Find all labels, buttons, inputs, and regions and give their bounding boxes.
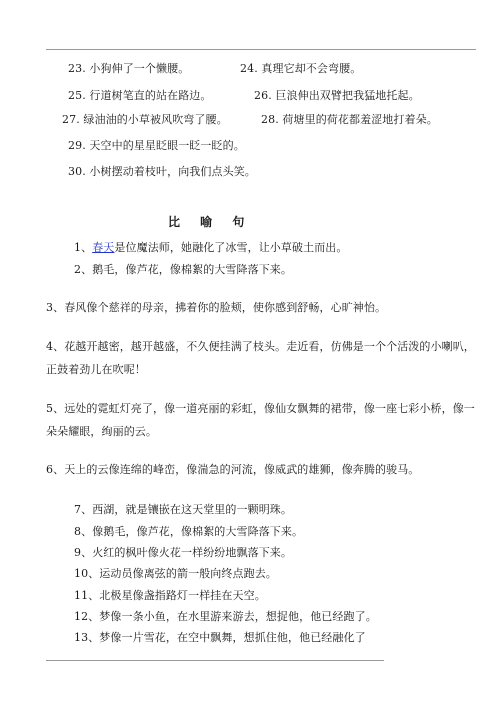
metaphor-sentence-2: 2、鹅毛，像芦花，像棉絮的大雪降落下来。 (74, 263, 292, 276)
list-item-27: 27. 绿油油的小草被风吹弯了腰。 (62, 113, 228, 126)
list-item-23: 23. 小狗伸了一个懒腰。 (68, 62, 190, 75)
metaphor-sentence-6: 6、天上的云像连绵的峰峦，像湍急的河流，像威武的雄狮，像奔腾的骏马。 (46, 463, 420, 476)
metaphor-sentence-9: 9、火红的枫叶像火花一样纷纷地飘落下来。 (74, 546, 292, 559)
metaphor-sentence-7: 7、西湖，就是镶嵌在这天堂里的一颗明珠。 (74, 503, 292, 516)
metaphor-sentence-3: 3、春风像个慈祥的母亲，拂着你的脸颊，使你感到舒畅，心旷神怡。 (46, 301, 387, 314)
metaphor-sentence-8: 8、像鹅毛，像芦花，像棉絮的大雪降落下来。 (74, 525, 304, 538)
metaphor-sentence-13: 13、梦像一片雪花，在空中飘舞，想抓住他，他已经融化了 (74, 631, 366, 644)
metaphor-sentence-12: 12、梦像一条小鱼，在水里游来游去，想捉他，他已经跑了。 (74, 610, 377, 623)
metaphor-sentence-5: 5、远处的霓虹灯亮了，像一道亮丽的彩虹，像仙女飘舞的裙带，像一座七彩小桥，像一朵朵耀眼，绚丽的云。 (46, 402, 475, 438)
list-item-28: 28. 荷塘里的荷花都羞涩地打着朵。 (261, 113, 438, 126)
section-title: 比 喻 句 (168, 215, 253, 229)
bottom-divider (46, 660, 384, 661)
list-item-30: 30. 小树摆动着枝叶，向我们点头笑。 (68, 165, 256, 178)
list-item-24: 24. 真理它却不会弯腰。 (240, 62, 362, 75)
list-item-29: 29. 天空中的星星眨眼一眨一眨的。 (68, 139, 245, 152)
list-item-26: 26. 巨浪伸出双臂把我猛地托起。 (254, 89, 420, 102)
metaphor-sentence-1 (74, 241, 348, 254)
sentence-number: 1、 (74, 241, 93, 254)
metaphor-sentence-11: 11、北极星像盏指路灯一样挂在天空。 (74, 589, 266, 602)
list-item-25: 25. 行道树笔直的站在路边。 (68, 89, 212, 102)
metaphor-sentence-10: 10、运动员像离弦的箭一般向终点跑去。 (74, 567, 277, 580)
metaphor-sentence-4: 4、花越开越密，越开越盛，不久便挂满了枝头。走近看，仿佛是一个个活泼的小喇叭，正鼓着劲儿在吹呢！ (46, 340, 475, 376)
sentence-text: 是位魔法师，她融化了冰雪，让小草破土而出。 (114, 241, 348, 254)
spring-link[interactable]: 春天 (92, 241, 115, 254)
top-divider (46, 49, 476, 50)
